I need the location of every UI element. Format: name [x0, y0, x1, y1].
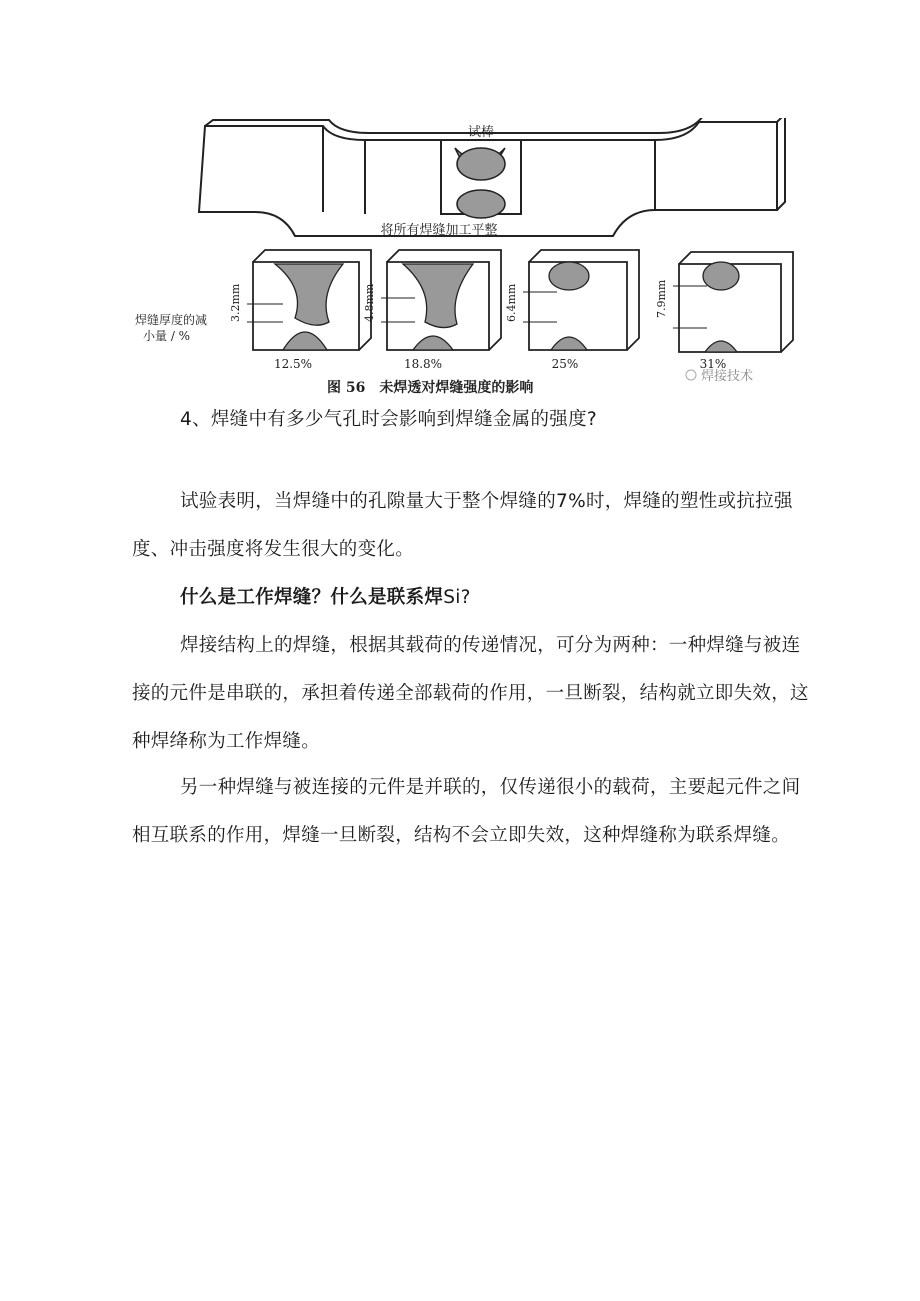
question-2-bold: 什么是工作焊缝？什么是联系焊	[180, 587, 444, 608]
block-2-percent: 18.8%	[403, 357, 443, 371]
figure-drawing	[133, 118, 801, 402]
paragraph-1: 试验表明，当焊缝中的孔隙量大于整个焊缝的7%时，焊缝的塑性或抗拉强度、冲击强度将发生很大的变化。	[132, 491, 793, 560]
block-4-depth: 7.9mm	[655, 279, 668, 318]
paragraph-2: 焊接结构上的焊缝，根据其载荷的传递情况，可分为两种：一种焊缝与被连接的元件是串联的，承担着传递全部载荷的作用，一旦断裂，结构就立即失效，这种焊绛称为工作焊缝。	[132, 635, 809, 752]
figure-caption: 图 56 未焊透对焊缝强度的影响	[327, 380, 534, 396]
block-3-depth: 6.4mm	[505, 283, 518, 322]
weld-strength-figure	[133, 118, 801, 402]
watermark-icon	[686, 370, 696, 380]
question-1: 4、焊缝中有多少气孔时会影响到焊缝金属的强度?	[180, 409, 597, 430]
question-2	[132, 574, 812, 622]
watermark: 焊接技术	[701, 369, 754, 384]
block-4	[655, 252, 793, 371]
block-4-percent: 31%	[699, 357, 727, 371]
label-reduction-line2: 小量 / %	[143, 329, 191, 343]
block-2-depth: 4.8mm	[363, 283, 376, 322]
block-1	[229, 250, 371, 371]
label-reduction-line1: 焊缝厚度的减	[135, 313, 208, 327]
block-3-percent: 25%	[551, 357, 579, 371]
block-1-percent: 12.5%	[273, 357, 313, 371]
label-flatten: 将所有焊缝加工平整	[380, 223, 498, 238]
question-2-tail: Si?	[443, 587, 471, 608]
block-1-depth: 3.2mm	[229, 283, 242, 322]
block-3	[505, 250, 639, 371]
paragraph-3: 另一种焊缝与被连接的元件是并联的，仅传递很小的载荷，主要起元件之间相互联系的作用，焊缝一旦断裂，结构不会立即失效，这种焊缝称为联系焊缝。	[132, 777, 801, 846]
label-specimen: 试棒	[467, 125, 495, 140]
block-2	[363, 250, 501, 371]
